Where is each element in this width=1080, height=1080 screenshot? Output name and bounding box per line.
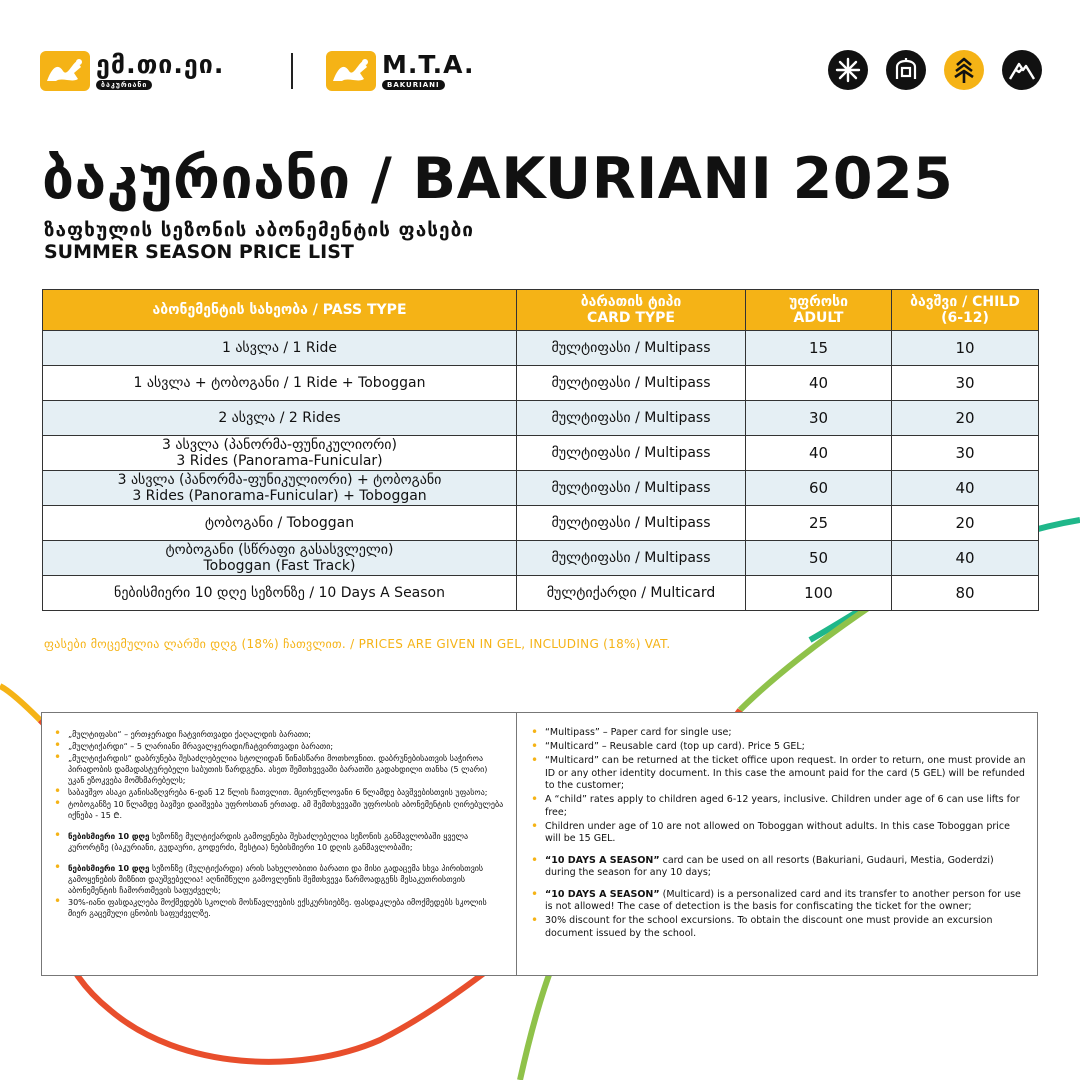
- mountain-logo-icon: [326, 51, 376, 91]
- adult-price-cell: 25: [746, 506, 892, 541]
- logo-name: M.T.A.: [382, 50, 475, 79]
- pass-type-cell: ნებისმიერი 10 დღე სეზონზე / 10 Days A Season: [43, 576, 517, 611]
- card-type-cell: მულტიფასი / Multipass: [517, 331, 746, 366]
- child-price-cell: 30: [892, 366, 1039, 401]
- notes-georgian: [42, 713, 517, 975]
- pass-type-cell: 2 ასვლა / 2 Rides: [43, 401, 517, 436]
- adult-price-cell: 30: [746, 401, 892, 436]
- card-type-cell: მულტიქარდი / Multicard: [517, 576, 746, 611]
- header-pass-type: აბონემენტის სახეობა / PASS TYPE: [43, 290, 517, 331]
- price-table: [42, 289, 1039, 611]
- header-child: ბავშვი / CHILD (6-12): [892, 290, 1039, 331]
- card-type-cell: მულტიფასი / Multipass: [517, 436, 746, 471]
- vat-note: ფასები მოცემულია ლარში დღგ (18%) ჩათვლით. / PRICES ARE GIVEN IN GEL, INCLUDING (18%) VAT.: [44, 637, 671, 651]
- note-item: • 30% discount for the school excursions. To obtain the discount one must provide an excursion document issued by the school.: [529, 915, 1027, 940]
- page-title: ბაკურიანი / BAKURIANI 2025: [42, 146, 954, 212]
- note-item: • “Multicard” – Reusable card (top up card). Price 5 GEL;: [529, 741, 1027, 754]
- resort-icons: [828, 50, 1042, 90]
- card-type-cell: მულტიფასი / Multipass: [517, 541, 746, 576]
- table-header-row: [43, 290, 1039, 331]
- pass-type-cell: 1 ასვლა + ტობოგანი / 1 Ride + Toboggan: [43, 366, 517, 401]
- note-item: • “Multicard” can be returned at the ticket office upon request. In order to return, one must provide an ID or any other identity document. In this case the amount paid for the card (5 GEL) will be refunded to the customer;: [529, 755, 1027, 793]
- table-row: [43, 506, 1039, 541]
- subtitle-georgian: ზაფხულის სეზონის აბონემენტის ფასები: [44, 219, 474, 241]
- gondola-icon[interactable]: [886, 50, 926, 90]
- logo-divider: [291, 53, 293, 89]
- mta-logo-english[interactable]: [326, 50, 474, 92]
- adult-price-cell: 100: [746, 576, 892, 611]
- pass-type-cell: ტობოგანი (სწრაფი გასასვლელი) Toboggan (Fast Track): [43, 541, 517, 576]
- pass-type-cell: 3 ასვლა (პანორმა-ფუნიკულიორი) 3 Rides (Panorama-Funicular): [43, 436, 517, 471]
- table-row: [43, 331, 1039, 366]
- notes-english: [517, 713, 1037, 975]
- note-item: • ტობოგანზე 10 წლამდე ბავშვი დაიშვება უფროსთან ერთად. ამ შემთხვევაში უფროსის აბონემენტის ღირებულება იქნება - 15 ₾.: [52, 799, 504, 821]
- logo-sub: BAKURIANI: [382, 80, 445, 90]
- child-price-cell: 40: [892, 541, 1039, 576]
- mta-logo-georgian[interactable]: [40, 50, 224, 92]
- pass-type-cell: 3 ასვლა (პანორმა-ფუნიკულიორი) + ტობოგანი 3 Rides (Panorama-Funicular) + Toboggan: [43, 471, 517, 506]
- snowflake-icon[interactable]: [828, 50, 868, 90]
- child-price-cell: 80: [892, 576, 1039, 611]
- adult-price-cell: 50: [746, 541, 892, 576]
- note-item: • ნებისმიერი 10 დღე სეზონზე (მულტიქარდი) არის სახელობითი ბარათი და მისი გადაცემა სხვა პირისთვის გამოყენების მიზნით დაუშვებელია! აღნიშნული გამოვლენის შემთხვევა წარმოადგენს მესაკუთრისთვის აბონემენტის ჩამორთმევის საფუძველს;: [52, 863, 504, 896]
- logo-sub: ბაკურიანი: [96, 80, 152, 90]
- note-item: • “10 DAYS A SEASON” card can be used on all resorts (Bakuriani, Gudauri, Mestia, Goderdzi) during the season for any 10 days;: [529, 855, 1027, 880]
- child-price-cell: 40: [892, 471, 1039, 506]
- card-type-cell: მულტიფასი / Multipass: [517, 471, 746, 506]
- child-price-cell: 20: [892, 506, 1039, 541]
- adult-price-cell: 60: [746, 471, 892, 506]
- note-item: • 30%-იანი ფასდაკლება მოქმედებს სკოლის მოსწავლეების ექსკურსიებზე. ფასდაკლება იმოქმედებს სკოლის მიერ გაცემული ცნობის საფუძველზე.: [52, 897, 504, 919]
- table-row: [43, 366, 1039, 401]
- adult-price-cell: 40: [746, 366, 892, 401]
- table-row: [43, 541, 1039, 576]
- note-item: • “10 DAYS A SEASON” (Multicard) is a personalized card and its transfer to another person for use is not allowed! The case of detection is the basis for confiscating the ticket for the owner;: [529, 889, 1027, 914]
- logo-name: ემ.თი.ეი.: [96, 50, 225, 79]
- notes-box: [41, 712, 1038, 976]
- header-card-type: ბარათის ტიპი CARD TYPE: [517, 290, 746, 331]
- note-item: • „მულტიფასი“ – ერთჯერადი ჩატვირთვადი ქაღალდის ბარათი;: [52, 729, 504, 740]
- card-type-cell: მულტიფასი / Multipass: [517, 506, 746, 541]
- pass-type-cell: 1 ასვლა / 1 Ride: [43, 331, 517, 366]
- table-row: [43, 401, 1039, 436]
- child-price-cell: 30: [892, 436, 1039, 471]
- card-type-cell: მულტიფასი / Multipass: [517, 366, 746, 401]
- note-item: • A “child” rates apply to children aged 6-12 years, inclusive. Children under age of 6 can use lifts for free;: [529, 794, 1027, 819]
- adult-price-cell: 15: [746, 331, 892, 366]
- note-item: • „მულტიქარდი“ – 5 ლარიანი მრავალჯერადი/ჩატვირთვადი ბარათი;: [52, 741, 504, 752]
- note-item: • “Multipass” – Paper card for single use;: [529, 727, 1027, 740]
- note-item: • საბავშვო ასაკი განისაზღვრება 6-დან 12 წლის ჩათვლით. მცირეწლოვანი 6 წლამდე ბავშვებისთვის უფასოა;: [52, 787, 504, 798]
- note-item: • Children under age of 10 are not allowed on Toboggan without adults. In this case Toboggan price will be 15 GEL.: [529, 821, 1027, 846]
- subtitle-english: SUMMER SEASON PRICE LIST: [44, 241, 354, 263]
- child-price-cell: 20: [892, 401, 1039, 436]
- tree-icon[interactable]: [944, 50, 984, 90]
- card-type-cell: მულტიფასი / Multipass: [517, 401, 746, 436]
- header-adult: უფროსი ADULT: [746, 290, 892, 331]
- table-row: [43, 471, 1039, 506]
- table-row: [43, 576, 1039, 611]
- adult-price-cell: 40: [746, 436, 892, 471]
- note-item: • ნებისმიერი 10 დღე სეზონზე მულტიქარდის გამოყენება შესაძლებელია სეზონის განმავლობაში ყველა კურორტზე (ბაკურიანი, გუდაური, გოდერძი, მესტია) ნებისმიერი 10 დღის განმავლობაში;: [52, 831, 504, 853]
- table-row: [43, 436, 1039, 471]
- note-item: • „მულტიქარდის“ დაბრუნება შესაძლებელია სტოლიდან წინასწარი მოთხოვნით. დაბრუნებისათვის საჭიროა პირადობის დამადასტურებელი საბუთის წარდგენა. ასეთ შემთხვევაში ბარათში გადახდილი თანხა (5 ლარი) უკან ეზოკვება მომხმარებელს;: [52, 753, 504, 786]
- pass-type-cell: ტობოგანი / Toboggan: [43, 506, 517, 541]
- mountain-icon[interactable]: [1002, 50, 1042, 90]
- child-price-cell: 10: [892, 331, 1039, 366]
- mountain-logo-icon: [40, 51, 90, 91]
